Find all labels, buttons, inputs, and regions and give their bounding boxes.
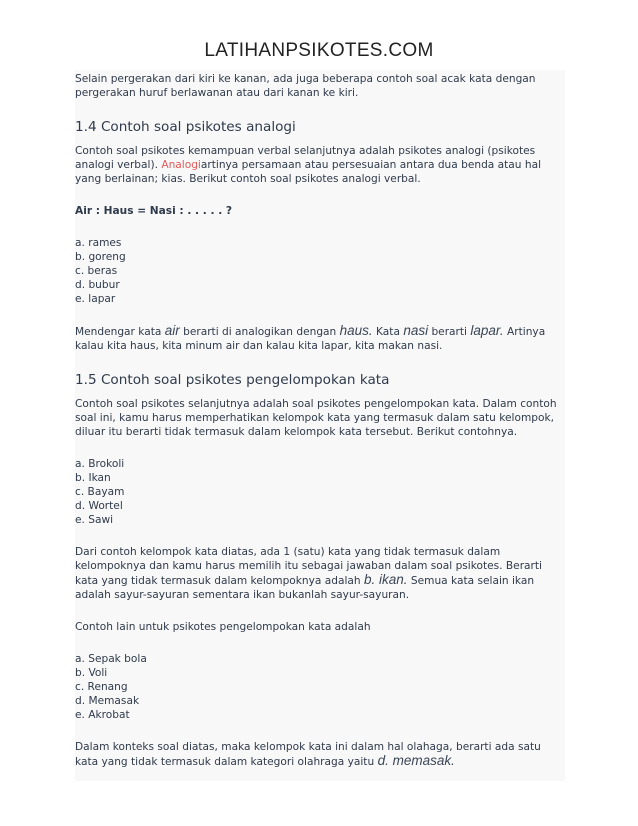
list-item: b. Voli bbox=[75, 667, 108, 679]
pengelompokan-explanation: Dari contoh kelompok kata diatas, ada 1 (satu) kata yang tidak termasuk dalam kelompoknya dan kamu harus memilih itu sebagai jawaban dalam soal psikotes. Berarti kata yang tidak termasuk dalam kelompoknya adalah b. ikan. Semua kata selain ikan adalah sayur-sayuran sementara ikan bukanlah sayur-sayuran. bbox=[75, 546, 542, 601]
analogi-options bbox=[75, 236, 565, 306]
list-item: a. Brokoli bbox=[75, 458, 125, 470]
heading-analogi: 1.4 Contoh soal psikotes analogi bbox=[75, 119, 296, 135]
list-item: c. Bayam bbox=[75, 486, 125, 498]
list-item: b. Ikan bbox=[75, 472, 111, 484]
heading-pengelompokan: 1.5 Contoh soal psikotes pengelompokan kata bbox=[75, 372, 390, 388]
list-item: a. rames bbox=[75, 237, 122, 249]
analogi-explanation: Mendengar kata air berarti di analogikan dengan haus. Kata nasi berarti lapar. Artinya kalau kita haus, kita minum air dan kalau kita lapar, kita makan nasi. bbox=[75, 323, 546, 352]
intro-paragraph: Selain pergerakan dari kiri ke kanan, ada juga beberapa contoh soal acak kata dengan pergerakan huruf berlawanan atau dari kanan ke kiri. bbox=[75, 73, 536, 99]
analogi-link[interactable]: Analogi bbox=[161, 159, 201, 171]
pengelompokan-paragraph: Contoh soal psikotes selanjutnya adalah soal psikotes pengelompokan kata. Dalam contoh soal ini, kamu harus memperhatikan kelompok kata yang termasuk dalam satu kelompok, diluar itu berarti tidak termasuk dalam kelompok kata tersebut. Berikut contohnya. bbox=[75, 398, 557, 438]
list-item: e. Akrobat bbox=[75, 709, 130, 721]
analogi-question: Air : Haus = Nasi : . . . . . ? bbox=[75, 205, 233, 217]
analogi-paragraph: Contoh soal psikotes kemampuan verbal selanjutnya adalah psikotes analogi (psikotes analogi verbal). Analogiartinya persamaan atau persesuaian antara dua benda atau hal yang berlainan; kias. Berikut contoh soal psikotes analogi verbal. bbox=[75, 145, 542, 185]
list-item: c. beras bbox=[75, 265, 118, 277]
list-item: e. Sawi bbox=[75, 514, 114, 526]
list-item: d. bubur bbox=[75, 279, 120, 291]
other-example-intro: Contoh lain untuk psikotes pengelompokan kata adalah bbox=[75, 621, 371, 633]
list-item: c. Renang bbox=[75, 681, 128, 693]
pengelompokan-options bbox=[75, 457, 565, 527]
closing-paragraph: Dalam konteks soal diatas, maka kelompok kata ini dalam hal olahaga, berarti ada satu kata yang tidak termasuk dalam kategori olahraga yaitu d. memasak. bbox=[75, 741, 541, 768]
list-item: e. lapar bbox=[75, 293, 116, 305]
list-item: d. Wortel bbox=[75, 500, 123, 512]
article-body bbox=[75, 70, 565, 781]
list-item: a. Sepak bola bbox=[75, 653, 147, 665]
site-title: LATIHANPSIKOTES.COM bbox=[204, 40, 434, 61]
list-item: b. goreng bbox=[75, 251, 126, 263]
olahraga-options bbox=[75, 652, 565, 722]
list-item: d. Memasak bbox=[75, 695, 140, 707]
